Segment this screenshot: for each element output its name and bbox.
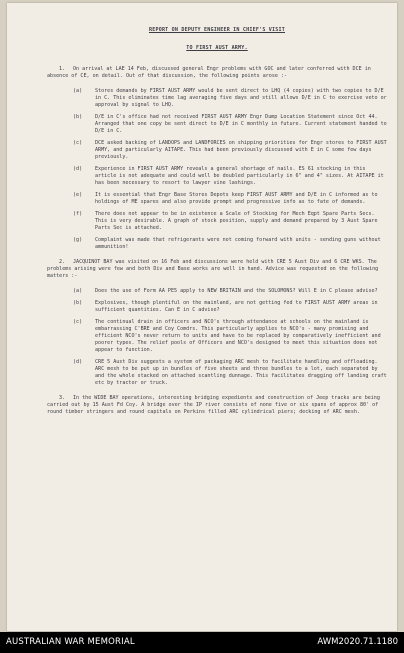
item-label: (a) — [73, 288, 83, 294]
archive-footer — [0, 632, 404, 653]
document-title: REPORT ON DEPUTY ENGINEER IN CHIEF'S VISIT — [148, 27, 286, 33]
item-text: There does not appear to be in existence a Scale of Stocking for Mech Eqpt Spare Parts Secs. This is very desirable. A graph of stock position, supply and demand prepared by 3 Aust Spare Parts Sec is attached. — [95, 211, 378, 231]
item-label: (d) — [73, 359, 83, 365]
paper-page — [7, 3, 397, 631]
list-item — [73, 88, 387, 109]
section-2 — [47, 259, 387, 387]
section-text: JACQUINOT BAY was visited on 16 Feb and discussions were held with CRE 5 Aust Div and 6 CRE WKS. The problems arising were few and both Div and Base works are well in hand. Advice was requested on the following matters :- — [47, 259, 379, 279]
section-2-intro — [47, 259, 387, 280]
item-label: (b) — [73, 300, 83, 306]
section-3 — [47, 395, 387, 416]
list-item — [73, 300, 387, 314]
list-item — [73, 114, 387, 135]
item-text: Explosives, though plentiful on the mainland, are not getting fed to FIRST AUST ARMY areas in sufficient quantities. Can E in C advise? — [95, 300, 378, 313]
footer-source: AUSTRALIAN WAR MEMORIAL — [6, 637, 135, 647]
list-item — [73, 288, 387, 295]
section-number: 2. — [59, 259, 66, 265]
item-text: Stores demands by FIRST AUST ARMY would be sent direct to LHQ (4 copies) with two copies to D/E in C. This eliminates time lag averaging five days and still allows D/E in C to exercise veto or approval by signal to LHQ. — [95, 88, 387, 108]
item-label: (d) — [73, 166, 83, 172]
item-label: (b) — [73, 114, 83, 120]
item-text: It is essential that Engr Base Stores Depots keep FIRST AUST ARMY and D/E in C informed as to holdings of ME spares and also provide prompt and progressive info as to fate of demands. — [95, 192, 378, 205]
list-item — [73, 140, 387, 161]
item-label: (e) — [73, 192, 83, 198]
list-item — [73, 359, 387, 387]
item-text: The continual drain in officers and NCO's through attendance at schools on the mainland is embarrassing C'BRE and Coy Comdrs. This particularly applies to NCO's - many promising and efficient NCO's never return to units and have to be replaced by comparatively inefficient and poorer types. The relief pools of Officers and NCO's designed to meet this situation does not appear to function. — [95, 319, 381, 353]
list-item — [73, 319, 387, 354]
list-item — [73, 211, 387, 232]
item-label: (c) — [73, 319, 83, 325]
list-item — [73, 237, 387, 251]
section-1-intro — [47, 66, 387, 80]
section-number: 1. — [59, 66, 66, 72]
document-subtitle: TO FIRST AUST ARMY. — [186, 45, 248, 51]
list-item — [73, 166, 387, 187]
item-text: D/E in C's office had not received FIRST AUST ARMY Engr Dump Location Statement since Oct 44. Arranged that one copy be sent direct to D/E in C monthly in future. Current statement handed to D/E in C. — [95, 114, 387, 134]
item-text: DCE asked backing of LANDOPS and LANDFORCES on shipping priorities for Engr stores to FIRST AUST ARMY, and particularly AITAPE. This had been previously discussed with E in C some few days previously. — [95, 140, 387, 160]
item-text: Complaint was made that refrigerants were not coming forward with units - sending guns without ammunition! — [95, 237, 381, 250]
item-text: CRE 5 Aust Div suggests a system of packaging ARC mesh to facilitate handling and offloading. ARC mesh to be put up in bundles of five sheets and three bundles to a lot, each separated by and the whole stacked on attached scantling dunnage. This facilitates dragging off landing craft etc by tractor or truck. — [95, 359, 387, 386]
section-1 — [47, 66, 387, 251]
section-text: On arrival at LAE 14 Feb, discussed general Engr problems with GOC and later conferred with DCE in absence of CE, on detail. Out of that discussion, the following points arose :- — [47, 66, 371, 79]
item-label: (g) — [73, 237, 83, 243]
item-text: Does the use of Form AA PE5 apply to NEW BRITAIN and the SOLOMONS? Will E in C please advise? — [95, 288, 378, 294]
document-body — [47, 27, 387, 424]
item-label: (c) — [73, 140, 83, 146]
section-number: 3. — [59, 395, 66, 401]
list-item — [73, 192, 387, 206]
item-text: Experience in FIRST AUST ARMY reveals a general shortage of nails. ES 61 stocking in this article is not adequate and could well be doubled particularly in 6" and 4" sizes. At AITAPE it has been necessary to resort to lawyer vine lashings. — [95, 166, 384, 186]
item-label: (f) — [73, 211, 83, 217]
footer-accession-id: AWM2020.71.1180 — [317, 637, 398, 647]
item-label: (a) — [73, 88, 83, 94]
section-text: In the WIDE BAY operations, interesting bridging expedients and construction of Jeep tracks are being carried out by 15 Aust Fd Coy. A bridge over the IP river consists of none five or six spans of approx 80' of round timber stringers and round capitals on Perkins filled ARC cylindrical piers; decking of ARC mesh. — [47, 395, 380, 415]
